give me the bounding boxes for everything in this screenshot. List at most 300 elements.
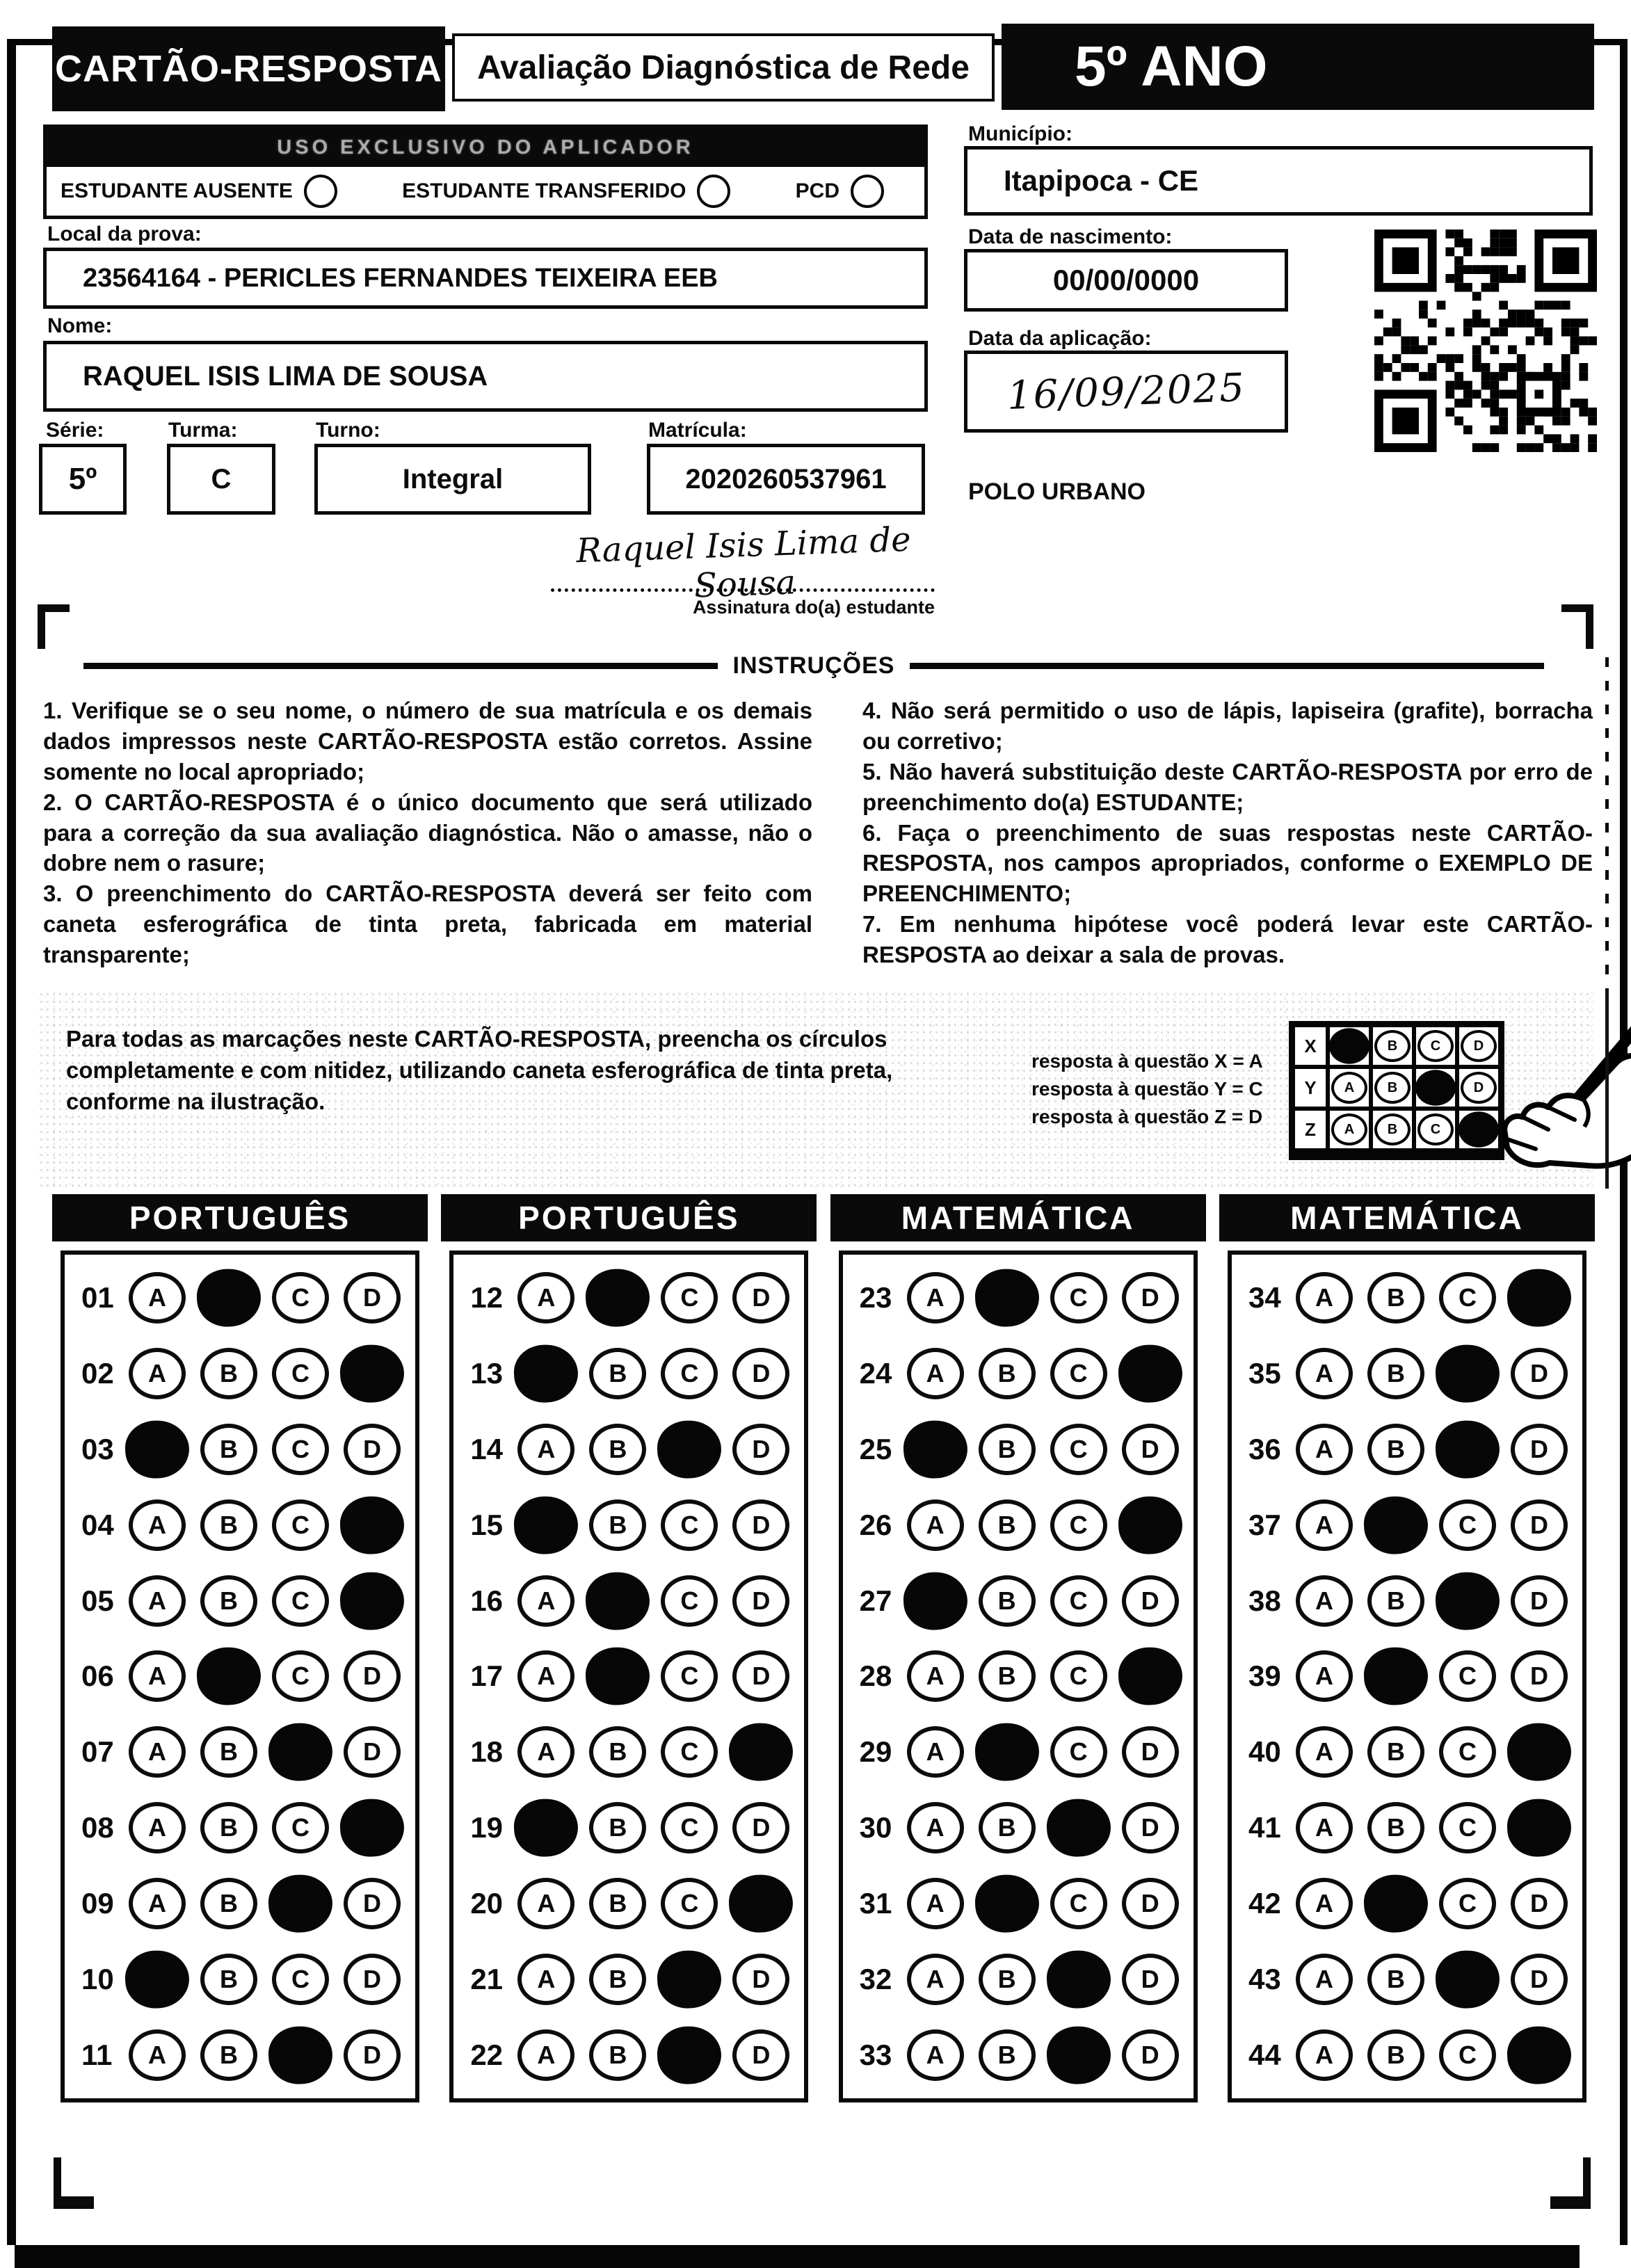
answer-bubble-D: D bbox=[732, 2029, 789, 2081]
question-row bbox=[65, 1726, 415, 1778]
answer-bubble-D: D bbox=[732, 1272, 789, 1324]
answer-bubble-A: A bbox=[907, 1499, 964, 1551]
answer-bubble-A: A bbox=[129, 1726, 186, 1778]
example-option-cell bbox=[1328, 1109, 1371, 1150]
answer-bubble-A: A bbox=[1296, 1499, 1353, 1551]
applicator-option-label: PCD bbox=[795, 179, 839, 202]
answer-bubble-C: C bbox=[272, 1424, 329, 1475]
answer-bubble-D bbox=[728, 1873, 794, 1934]
answer-bubble-A: A bbox=[907, 1726, 964, 1778]
question-number: 12 bbox=[470, 1281, 504, 1314]
answer-bubble-A: A bbox=[517, 1954, 575, 2005]
answer-bubble-B: B bbox=[979, 1575, 1036, 1627]
answer-bubble-D: D bbox=[1511, 1650, 1568, 1702]
answer-bubble-A: A bbox=[129, 1802, 186, 1853]
example-legend-line: resposta à questão Y = C bbox=[1031, 1077, 1263, 1100]
assessment-title: Avaliação Diagnóstica de Rede bbox=[452, 33, 995, 102]
answer-bubble-A bbox=[513, 1343, 579, 1404]
nome-field: RAQUEL ISIS LIMA DE SOUSA bbox=[43, 341, 928, 412]
answer-bubble-C: C bbox=[1439, 1272, 1496, 1324]
answer-bubble-D: D bbox=[732, 1499, 789, 1551]
question-row bbox=[843, 1802, 1194, 1853]
answer-bubble-B: B bbox=[200, 1348, 257, 1399]
answer-bubble-B bbox=[584, 1570, 651, 1632]
answer-bubble-C: C bbox=[661, 1802, 718, 1853]
example-legend-line: resposta à questão X = A bbox=[1031, 1050, 1263, 1072]
fold-mark-solid bbox=[1605, 990, 1609, 1189]
answer-bubble-D: D bbox=[1511, 1878, 1568, 1929]
question-row bbox=[453, 1575, 804, 1627]
answer-bubble-B: B bbox=[200, 1802, 257, 1853]
aplicacao-label: Data da aplicação: bbox=[968, 327, 1152, 350]
example-bubble-A bbox=[1329, 1028, 1369, 1064]
answer-bubble-C bbox=[1045, 1949, 1112, 2010]
example-bubble-A: A bbox=[1331, 1072, 1367, 1104]
question-number: 02 bbox=[81, 1357, 114, 1390]
answer-bubble-B bbox=[1363, 1495, 1429, 1556]
answer-bubble-C: C bbox=[1439, 1878, 1496, 1929]
answer-bubble-A bbox=[513, 1495, 579, 1556]
question-number: 06 bbox=[81, 1659, 114, 1693]
answer-bubble-D: D bbox=[732, 1802, 789, 1853]
municipio-label: Município: bbox=[968, 122, 1072, 145]
question-number: 10 bbox=[81, 1962, 114, 1995]
answer-bubble-D: D bbox=[344, 1272, 401, 1324]
answer-bubble-B: B bbox=[1367, 1424, 1424, 1475]
question-row bbox=[453, 1954, 804, 2005]
instructions-column-left bbox=[43, 695, 812, 970]
answer-bubble-A: A bbox=[907, 1650, 964, 1702]
example-legend-line: resposta à questão Z = D bbox=[1031, 1105, 1263, 1127]
example-instruction-text: Para todas as marcações neste CARTÃO-RESPOSTA, preencha os círculos completamente e com nitidez, utilizando caneta esferográfica de tinta preta, conforme na ilustração. bbox=[66, 1026, 893, 1114]
question-number: 36 bbox=[1248, 1433, 1281, 1466]
answer-bubble-C: C bbox=[272, 1650, 329, 1702]
instructions-column-right bbox=[862, 695, 1593, 970]
answer-bubble-D bbox=[339, 1495, 405, 1556]
example-bubble-B: B bbox=[1374, 1030, 1411, 1062]
answer-bubble-A: A bbox=[1296, 1575, 1353, 1627]
answer-bubble-B: B bbox=[589, 2029, 646, 2081]
answer-bubble-D bbox=[339, 1343, 405, 1404]
question-row bbox=[1232, 1954, 1582, 2005]
answer-bubble-B: B bbox=[979, 1650, 1036, 1702]
example-bubble-C: C bbox=[1417, 1113, 1454, 1145]
answer-bubble-B: B bbox=[1367, 1802, 1424, 1853]
answer-bubble-C bbox=[656, 1419, 723, 1480]
question-row bbox=[65, 1878, 415, 1929]
reg-mark-bottom-right-h bbox=[1550, 2196, 1591, 2209]
example-section bbox=[38, 990, 1593, 1189]
answer-bubble-D bbox=[1506, 1721, 1573, 1783]
applicator-option bbox=[796, 175, 884, 208]
example-option-cell bbox=[1371, 1067, 1414, 1109]
answer-bubble-D: D bbox=[1511, 1575, 1568, 1627]
answer-bubble-D: D bbox=[1122, 1575, 1179, 1627]
question-row bbox=[843, 1348, 1194, 1399]
question-row bbox=[1232, 1348, 1582, 1399]
answer-bubble-B: B bbox=[589, 1348, 646, 1399]
applicator-bar-title: USO EXCLUSIVO DO APLICADOR bbox=[47, 128, 924, 167]
answer-bubble-C: C bbox=[661, 1575, 718, 1627]
qr-code bbox=[1374, 230, 1597, 452]
answer-bubble-C bbox=[267, 1721, 334, 1783]
bracket-right-side bbox=[1586, 604, 1593, 649]
nome-label: Nome: bbox=[47, 314, 113, 337]
answer-bubble-A: A bbox=[517, 1726, 575, 1778]
question-row bbox=[843, 1499, 1194, 1551]
question-row bbox=[453, 1726, 804, 1778]
question-row bbox=[1232, 1272, 1582, 1324]
question-row bbox=[65, 1272, 415, 1324]
answer-bubble-B: B bbox=[1367, 1954, 1424, 2005]
answer-bubble-B: B bbox=[979, 1424, 1036, 1475]
answer-bubble-A: A bbox=[129, 1650, 186, 1702]
question-number: 03 bbox=[81, 1433, 114, 1466]
question-number: 30 bbox=[859, 1811, 892, 1844]
answer-bubble-C: C bbox=[1439, 1802, 1496, 1853]
answer-bubble-A: A bbox=[517, 1878, 575, 1929]
answer-bubble-A bbox=[902, 1570, 969, 1632]
question-number: 38 bbox=[1248, 1584, 1281, 1617]
answer-bubble-C: C bbox=[1050, 1499, 1107, 1551]
answer-bubble-C: C bbox=[272, 1272, 329, 1324]
answer-bubble-B: B bbox=[589, 1424, 646, 1475]
bracket-left-side bbox=[38, 604, 45, 649]
question-number: 42 bbox=[1248, 1886, 1281, 1920]
answer-bubble-C bbox=[1434, 1949, 1501, 2010]
answer-bubble-C: C bbox=[1050, 1575, 1107, 1627]
reg-mark-bottom-left-h bbox=[54, 2196, 94, 2209]
signature-label: Assinatura do(a) estudante bbox=[692, 597, 935, 618]
answer-bubble-B: B bbox=[1367, 1726, 1424, 1778]
question-number: 18 bbox=[470, 1735, 504, 1769]
question-row bbox=[1232, 1424, 1582, 1475]
question-number: 13 bbox=[470, 1357, 504, 1390]
fold-mark-dashed bbox=[1605, 657, 1609, 990]
question-number: 41 bbox=[1248, 1811, 1281, 1844]
answer-bubble-D: D bbox=[732, 1424, 789, 1475]
answer-bubble-C bbox=[1434, 1419, 1501, 1480]
question-row bbox=[453, 1650, 804, 1702]
question-row bbox=[1232, 1878, 1582, 1929]
answer-bubble-A: A bbox=[1296, 1726, 1353, 1778]
answer-bubble-A: A bbox=[1296, 1348, 1353, 1399]
example-row-label-cell bbox=[1293, 1067, 1328, 1109]
answer-bubble-C: C bbox=[1050, 1726, 1107, 1778]
answer-bubble-A bbox=[513, 1797, 579, 1858]
answer-bubble-C: C bbox=[1439, 1499, 1496, 1551]
question-row bbox=[843, 2029, 1194, 2081]
answer-bubble-D bbox=[1117, 1646, 1184, 1707]
answer-bubble-D: D bbox=[1122, 1802, 1179, 1853]
answer-bubble-D: D bbox=[344, 1424, 401, 1475]
example-row-label: X bbox=[1304, 1035, 1317, 1056]
applicator-options-row bbox=[47, 167, 924, 216]
question-number: 31 bbox=[859, 1886, 892, 1920]
sheet-title: CARTÃO-RESPOSTA bbox=[52, 26, 445, 111]
instruction-item: 4. Não será permitido o uso de lápis, lapiseira (grafite), borracha ou corretivo; bbox=[862, 698, 1593, 754]
instruction-item: 7. Em nenhuma hipótese você poderá levar este CARTÃO-RESPOSTA ao deixar a sala de provas. bbox=[862, 911, 1593, 967]
applicator-option-label: ESTUDANTE AUSENTE bbox=[61, 179, 293, 202]
answer-bubble-B: B bbox=[200, 1726, 257, 1778]
rule-left bbox=[83, 663, 718, 669]
answer-bubble-C: C bbox=[661, 1650, 718, 1702]
answer-bubble-A: A bbox=[907, 1272, 964, 1324]
question-row bbox=[65, 1424, 415, 1475]
question-row bbox=[65, 1802, 415, 1853]
question-number: 19 bbox=[470, 1811, 504, 1844]
question-row bbox=[65, 1499, 415, 1551]
answer-bubble-A: A bbox=[1296, 1954, 1353, 2005]
answer-bubble-C: C bbox=[1050, 1348, 1107, 1399]
applicator-section bbox=[43, 124, 928, 219]
answer-column bbox=[1219, 1194, 1595, 2102]
answer-bubble-C bbox=[267, 1873, 334, 1934]
example-option-cell bbox=[1328, 1025, 1371, 1067]
answer-bubble-A: A bbox=[1296, 1878, 1353, 1929]
question-row bbox=[1232, 2029, 1582, 2081]
question-row bbox=[453, 1802, 804, 1853]
question-number: 34 bbox=[1248, 1281, 1281, 1314]
example-option-cell bbox=[1371, 1109, 1414, 1150]
answer-bubble-D: D bbox=[732, 1650, 789, 1702]
answer-column-box bbox=[61, 1250, 419, 2102]
question-number: 32 bbox=[859, 1962, 892, 1995]
nascimento-field: 00/00/0000 bbox=[964, 249, 1288, 312]
question-number: 01 bbox=[81, 1281, 114, 1314]
turma-label: Turma: bbox=[168, 419, 238, 442]
question-number: 09 bbox=[81, 1886, 114, 1920]
answer-bubble-A: A bbox=[129, 1878, 186, 1929]
answer-bubble-C: C bbox=[661, 1499, 718, 1551]
applicator-option-circle bbox=[304, 175, 337, 208]
question-row bbox=[65, 1954, 415, 2005]
answer-bubble-D: D bbox=[1122, 1954, 1179, 2005]
example-bubble-B: B bbox=[1374, 1072, 1411, 1104]
answer-bubble-A: A bbox=[129, 1348, 186, 1399]
grade-badge: 5º ANO bbox=[1002, 24, 1594, 110]
question-number: 24 bbox=[859, 1357, 892, 1390]
example-row-label-cell bbox=[1293, 1109, 1328, 1150]
question-number: 04 bbox=[81, 1508, 114, 1541]
answer-bubble-A: A bbox=[1296, 1802, 1353, 1853]
answer-bubble-D bbox=[1117, 1343, 1184, 1404]
answer-bubble-B bbox=[974, 1721, 1041, 1783]
answer-bubble-B: B bbox=[979, 1802, 1036, 1853]
answer-bubble-D: D bbox=[1122, 1726, 1179, 1778]
hand-pen-illustration bbox=[1419, 990, 1631, 1189]
question-row bbox=[1232, 1726, 1582, 1778]
answer-bubble-B: B bbox=[979, 1954, 1036, 2005]
question-number: 43 bbox=[1248, 1962, 1281, 1995]
answer-bubble-C bbox=[1045, 2025, 1112, 2086]
answer-bubble-C: C bbox=[661, 1272, 718, 1324]
answer-bubble-B bbox=[1363, 1873, 1429, 1934]
answer-bubble-A: A bbox=[907, 1802, 964, 1853]
example-bubble-A: A bbox=[1331, 1113, 1367, 1145]
answer-column bbox=[52, 1194, 428, 2102]
answer-bubble-A: A bbox=[129, 1499, 186, 1551]
instruction-item: 1. Verifique se o seu nome, o número de sua matrícula e os demais dados impressos neste CARTÃO-RESPOSTA estão corretos. Assine somente no local apropriado; bbox=[43, 698, 812, 785]
question-number: 20 bbox=[470, 1886, 504, 1920]
question-number: 17 bbox=[470, 1659, 504, 1693]
answer-bubble-D: D bbox=[732, 1348, 789, 1399]
answer-bubble-D: D bbox=[344, 2029, 401, 2081]
answer-bubble-D bbox=[1506, 1268, 1573, 1329]
answer-bubble-B: B bbox=[589, 1878, 646, 1929]
question-number: 07 bbox=[81, 1735, 114, 1769]
answer-bubble-C: C bbox=[661, 1348, 718, 1399]
answer-bubble-A: A bbox=[1296, 1650, 1353, 1702]
answer-bubble-D: D bbox=[1511, 1348, 1568, 1399]
answer-column-title: MATEMÁTICA bbox=[830, 1194, 1206, 1241]
answer-bubble-C: C bbox=[1439, 1726, 1496, 1778]
applicator-option bbox=[402, 175, 730, 208]
turno-field: Integral bbox=[314, 444, 591, 515]
answer-bubble-D bbox=[1117, 1495, 1184, 1556]
answer-bubble-C: C bbox=[272, 1802, 329, 1853]
answer-bubble-B: B bbox=[200, 1575, 257, 1627]
answer-bubble-D bbox=[339, 1570, 405, 1632]
answer-bubble-A: A bbox=[1296, 1424, 1353, 1475]
signature-line bbox=[551, 588, 935, 592]
answer-bubble-C: C bbox=[272, 1348, 329, 1399]
answer-bubble-B: B bbox=[589, 1802, 646, 1853]
answer-bubble-C: C bbox=[1439, 2029, 1496, 2081]
question-row bbox=[1232, 1802, 1582, 1853]
answer-bubble-A: A bbox=[1296, 2029, 1353, 2081]
question-row bbox=[453, 1272, 804, 1324]
question-number: 39 bbox=[1248, 1659, 1281, 1693]
answer-bubble-D bbox=[728, 1721, 794, 1783]
question-row bbox=[65, 1650, 415, 1702]
answer-bubble-D: D bbox=[1122, 1878, 1179, 1929]
aplicacao-field bbox=[964, 351, 1288, 433]
local-field: 23564164 - PERICLES FERNANDES TEIXEIRA EEB bbox=[43, 248, 928, 309]
answer-bubble-A bbox=[124, 1949, 191, 2010]
answer-bubble-D bbox=[1506, 2025, 1573, 2086]
question-row bbox=[65, 1348, 415, 1399]
answer-bubble-B: B bbox=[979, 1499, 1036, 1551]
instruction-item: 2. O CARTÃO-RESPOSTA é o único documento que será utilizado para a correção da sua avaliação diagnóstica. Não o amasse, não o dobre nem o rasure; bbox=[43, 789, 812, 876]
answer-bubble-D: D bbox=[344, 1954, 401, 2005]
instruction-item: 3. O preenchimento do CARTÃO-RESPOSTA deverá ser feito com caneta esferográfica de tinta preta, fabricada em material transparente; bbox=[43, 880, 812, 967]
answer-bubble-D: D bbox=[344, 1726, 401, 1778]
question-row bbox=[453, 1878, 804, 1929]
question-row bbox=[843, 1424, 1194, 1475]
example-row-label-cell bbox=[1293, 1025, 1328, 1067]
student-signature: Raquel Isis Lima de Sousa bbox=[575, 520, 912, 606]
question-row bbox=[65, 1575, 415, 1627]
answer-bubble-B: B bbox=[1367, 1348, 1424, 1399]
matricula-label: Matrícula: bbox=[648, 419, 747, 442]
answer-bubble-C bbox=[656, 2025, 723, 2086]
answer-bubble-B bbox=[195, 1268, 262, 1329]
answer-bubble-A: A bbox=[517, 1575, 575, 1627]
question-number: 15 bbox=[470, 1508, 504, 1541]
answer-bubble-C: C bbox=[1050, 1650, 1107, 1702]
answer-bubble-A: A bbox=[129, 2029, 186, 2081]
example-option-cell bbox=[1371, 1025, 1414, 1067]
question-row bbox=[453, 1499, 804, 1551]
example-bubble-D: D bbox=[1461, 1030, 1497, 1062]
question-number: 05 bbox=[81, 1584, 114, 1617]
example-bubble-B: B bbox=[1374, 1113, 1411, 1145]
answer-bubble-B: B bbox=[200, 1424, 257, 1475]
answer-bubble-B: B bbox=[200, 1499, 257, 1551]
question-row bbox=[843, 1726, 1194, 1778]
answer-bubble-A: A bbox=[129, 1575, 186, 1627]
answer-bubble-B: B bbox=[979, 2029, 1036, 2081]
answer-bubble-A: A bbox=[907, 1954, 964, 2005]
answer-bubble-D: D bbox=[1511, 1954, 1568, 2005]
answer-bubble-C bbox=[267, 2025, 334, 2086]
question-row bbox=[843, 1575, 1194, 1627]
answer-bubble-A: A bbox=[1296, 1272, 1353, 1324]
question-number: 14 bbox=[470, 1433, 504, 1466]
answer-bubble-D: D bbox=[344, 1650, 401, 1702]
example-bubble-D: D bbox=[1461, 1072, 1497, 1104]
answer-bubble-B bbox=[974, 1873, 1041, 1934]
question-number: 37 bbox=[1248, 1508, 1281, 1541]
answer-bubble-C: C bbox=[272, 1499, 329, 1551]
question-number: 29 bbox=[859, 1735, 892, 1769]
question-row bbox=[843, 1954, 1194, 2005]
answer-bubble-D: D bbox=[1122, 1272, 1179, 1324]
answer-column bbox=[830, 1194, 1206, 2102]
answer-bubble-A bbox=[124, 1419, 191, 1480]
answer-column-title: PORTUGUÊS bbox=[441, 1194, 817, 1241]
question-row bbox=[1232, 1650, 1582, 1702]
answer-column bbox=[441, 1194, 817, 2102]
answer-bubble-B: B bbox=[589, 1954, 646, 2005]
answer-bubble-C bbox=[1045, 1797, 1112, 1858]
answer-bubble-A bbox=[902, 1419, 969, 1480]
aplicacao-handwritten-date: 16/09/2025 bbox=[1006, 364, 1246, 419]
answer-bubble-A: A bbox=[517, 2029, 575, 2081]
answer-column-title: PORTUGUÊS bbox=[52, 1194, 428, 1241]
applicator-option bbox=[61, 175, 337, 208]
question-number: 28 bbox=[859, 1659, 892, 1693]
example-option-cell bbox=[1328, 1067, 1371, 1109]
question-number: 21 bbox=[470, 1962, 504, 1995]
answer-bubble-B: B bbox=[979, 1348, 1036, 1399]
answer-bubble-A: A bbox=[907, 1348, 964, 1399]
question-number: 35 bbox=[1248, 1357, 1281, 1390]
answer-bubble-B bbox=[974, 1268, 1041, 1329]
answer-bubble-A: A bbox=[517, 1424, 575, 1475]
question-row bbox=[453, 1424, 804, 1475]
question-number: 40 bbox=[1248, 1735, 1281, 1769]
answer-bubble-D: D bbox=[732, 1954, 789, 2005]
answer-bubble-B: B bbox=[200, 1954, 257, 2005]
applicator-option-label: ESTUDANTE TRANSFERIDO bbox=[402, 179, 686, 202]
question-number: 27 bbox=[859, 1584, 892, 1617]
instructions-header bbox=[83, 652, 1544, 679]
answers-area bbox=[52, 1194, 1595, 2102]
polo-label: POLO URBANO bbox=[968, 478, 1146, 505]
question-number: 11 bbox=[81, 2038, 113, 2071]
answer-bubble-B: B bbox=[1367, 1272, 1424, 1324]
applicator-option-circle bbox=[697, 175, 730, 208]
answer-column-box bbox=[1228, 1250, 1586, 2102]
answer-bubble-C bbox=[656, 1949, 723, 2010]
question-row bbox=[843, 1878, 1194, 1929]
answer-bubble-A: A bbox=[129, 1272, 186, 1324]
question-row bbox=[843, 1272, 1194, 1324]
answer-bubble-C: C bbox=[1439, 1650, 1496, 1702]
question-number: 25 bbox=[859, 1433, 892, 1466]
